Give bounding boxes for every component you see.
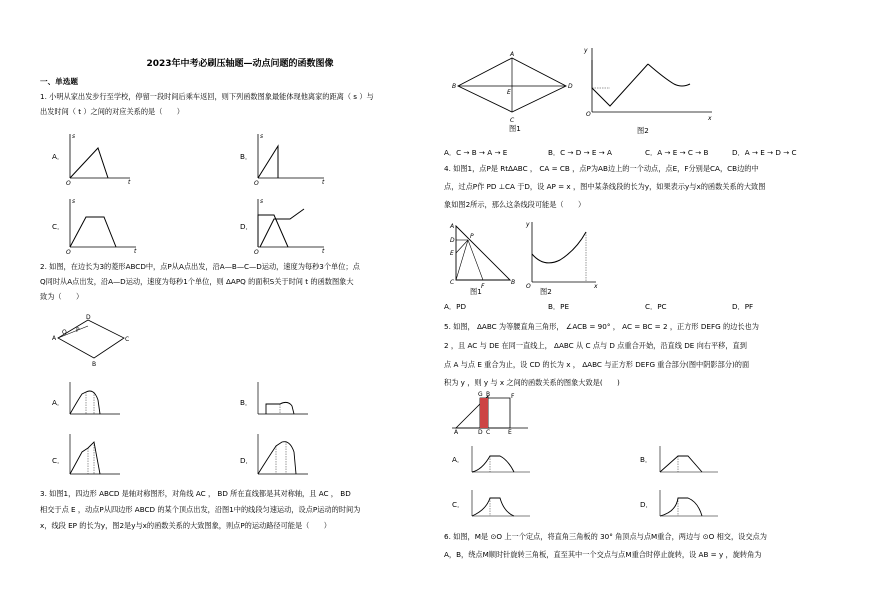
svg-text:O: O <box>66 249 71 255</box>
q1-option-d-graph <box>252 195 327 255</box>
q5-option-c-graph <box>464 488 534 522</box>
svg-text:F: F <box>481 283 485 288</box>
q2-option-c-graph <box>64 432 124 480</box>
svg-text:B: B <box>486 391 491 398</box>
svg-text:D: D <box>450 237 455 244</box>
q4-figure-2-graph <box>520 218 600 288</box>
svg-text:E: E <box>507 89 511 96</box>
svg-text:s: s <box>260 198 264 205</box>
q2-option-d-graph <box>252 432 312 480</box>
q2-option-a-graph <box>64 380 124 420</box>
svg-text:y: y <box>584 47 588 54</box>
q3-figure-1-kite <box>450 50 580 130</box>
svg-text:B: B <box>92 361 97 368</box>
q4-text-line3: 象如图2所示，那么这条线段可能是（ ） <box>444 200 586 209</box>
svg-text:O: O <box>66 180 71 185</box>
svg-text:s: s <box>260 133 264 140</box>
svg-text:G: G <box>478 391 483 398</box>
svg-text:t: t <box>134 248 137 255</box>
q5-text-line2: 2 ，且 AC 与 DE 在同一直线上， ΔABC 从 C 点与 D 点重合开始，沿直线 DE 向右平移，直到 <box>444 341 747 350</box>
q5-text-line1: 5. 如图， ΔABC 为等腰直角三角形， ∠ACB = 90° ， AC = BC = 2 ，正方形 DEFG 的边长也为 <box>444 322 759 331</box>
q3-text-line3: x，线段 EP 的长为y，图2是y与x的函数关系的大致图象，则点P的运动路径可能是（ ） <box>40 521 331 530</box>
q4-option-c: C．PC <box>645 302 667 311</box>
q2-option-b-graph <box>252 380 312 420</box>
q4-option-a: A．PD <box>444 302 466 311</box>
q1-option-d-label: D． <box>240 222 253 231</box>
svg-text:B: B <box>452 83 457 90</box>
svg-text:A: A <box>450 223 455 230</box>
svg-text:P: P <box>76 327 80 334</box>
svg-text:C: C <box>450 279 455 286</box>
svg-text:O: O <box>254 249 259 255</box>
svg-text:D: D <box>478 429 483 434</box>
svg-text:D: D <box>568 83 573 90</box>
svg-text:O: O <box>586 111 591 118</box>
q3-text-line1: 3. 如图1，四边形 ABCD 是轴对称图形，对角线 AC ， BD 所在直线都是其对称轴，且 AC ， BD <box>40 489 351 498</box>
q4-figure-1-caption: 图1 <box>470 287 482 296</box>
q6-text-line2: A，B，绕点M顺时针旋转三角板，直至其中一个交点与点M重合时停止旋转，设 AB = y ，旋转角为 <box>444 550 762 559</box>
q5-figure-triangle-square <box>450 390 530 434</box>
svg-text:y: y <box>526 221 530 228</box>
q2-option-d-label: D． <box>240 456 253 465</box>
svg-text:x: x <box>594 283 598 288</box>
page-title: 2023年中考必刷压轴题—动点问题的函数图像 <box>146 59 334 69</box>
svg-text:C: C <box>125 336 130 343</box>
q5-option-a-label: A． <box>452 455 465 464</box>
section-heading: 一、单选题 <box>40 77 78 86</box>
q2-option-c-label: C． <box>52 456 65 465</box>
svg-text:O: O <box>526 283 531 288</box>
q3-figure-2-graph <box>578 44 718 124</box>
svg-text:t: t <box>322 248 325 255</box>
q4-option-d: D．PF <box>732 302 754 311</box>
q1-option-b-label: B． <box>240 152 253 161</box>
q2-option-a-label: A． <box>52 398 65 407</box>
q4-figure-2-caption: 图2 <box>540 287 552 296</box>
q1-option-b-graph <box>252 130 327 185</box>
svg-text:P: P <box>470 233 474 240</box>
svg-text:C: C <box>510 117 515 124</box>
q1-option-a-graph <box>64 130 134 185</box>
q1-option-a-label: A． <box>52 152 65 161</box>
q5-option-b-label: B． <box>640 455 653 464</box>
svg-text:s: s <box>72 133 76 140</box>
q3-figure-1-caption: 图1 <box>509 124 521 133</box>
q5-option-d-label: D． <box>640 500 653 509</box>
q4-figure-1-triangle <box>448 218 520 288</box>
q3-option-c: C．A → E → C → B <box>645 148 709 157</box>
svg-text:D: D <box>86 314 91 321</box>
q5-text-line3: 点 A 与点 E 重合为止，设 CD 的长为 x ， ΔABC 与正方形 DEFG 重合部分(图中阴影部分)的面 <box>444 360 750 369</box>
q3-option-a: A．C → B → A → E <box>444 148 508 157</box>
svg-text:s: s <box>72 198 76 205</box>
q5-option-c-label: C． <box>452 500 465 509</box>
q3-option-d: D．A → E → D → C <box>732 148 797 157</box>
q2-rhombus-figure <box>52 314 132 369</box>
q2-option-b-label: B． <box>240 398 253 407</box>
svg-text:x: x <box>708 115 712 122</box>
q2-text-line3: 致为（ ） <box>40 292 84 301</box>
q3-text-line2: 相交于点 E ，动点P从四边形 ABCD 的某个顶点出发，沿图1中的线段匀速运动，设点P运动的时间为 <box>40 505 361 514</box>
svg-text:t: t <box>322 179 325 185</box>
svg-text:O: O <box>254 180 259 185</box>
svg-text:t: t <box>128 179 131 185</box>
q5-option-a-graph <box>464 444 534 478</box>
q4-option-b: B．PE <box>548 302 569 311</box>
svg-text:E: E <box>450 250 454 257</box>
q1-option-c-label: C． <box>52 222 65 231</box>
q2-text-line2: Q同时从A点出发，沿A—D运动，速度为每秒1个单位，则 ΔAPQ 的面积S关于时间 t 的函数图象大 <box>40 277 354 286</box>
svg-text:A: A <box>510 51 515 58</box>
q3-figure-2-caption: 图2 <box>637 126 649 135</box>
q1-text-line2: 出发时间（ t ）之间的对应关系的是（ ） <box>40 107 184 116</box>
svg-text:C: C <box>486 429 491 434</box>
svg-text:A: A <box>52 335 57 342</box>
q1-text-line1: 1. 小明从家出发步行至学校，停留一段时间后乘车返回，则下列函数图象最能体现他离家的距离（ s ）与 <box>40 92 374 101</box>
q2-text-line1: 2. 如图，在边长为3的菱形ABCD中，点P从A点出发，沿A—B—C—D运动，速度为每秒3个单位；点 <box>40 262 360 271</box>
q4-text-line1: 4. 如图1，点P是 Rt∆ABC ， CA = CB ，点P为AB边上的一个动点，点E，F分别是CA，CB边的中 <box>444 164 759 173</box>
q5-option-b-graph <box>652 444 722 478</box>
q4-text-line2: 点，过点P作 PD ⊥CA 于D，设 AP = x ，图中某条线段的长为y，如果表示y与x的函数关系的大致图 <box>444 182 766 191</box>
svg-text:E: E <box>508 429 512 434</box>
q1-option-c-graph <box>64 195 139 255</box>
q6-text-line1: 6. 如图，M是 ⊙O 上一个定点，将直角三角板的 30° 角顶点与点M重合，两边与 ⊙O 相交，设交点为 <box>444 532 767 541</box>
svg-text:A: A <box>454 429 459 434</box>
svg-text:F: F <box>511 393 515 400</box>
svg-text:Q: Q <box>62 329 67 336</box>
q3-option-b: B．C → D → E → A <box>548 148 612 157</box>
svg-text:B: B <box>511 279 516 286</box>
q5-text-line4: 积为 y ，则 y 与 x 之间的函数关系的图象大致是( ) <box>444 378 620 387</box>
q5-option-d-graph <box>652 488 722 522</box>
